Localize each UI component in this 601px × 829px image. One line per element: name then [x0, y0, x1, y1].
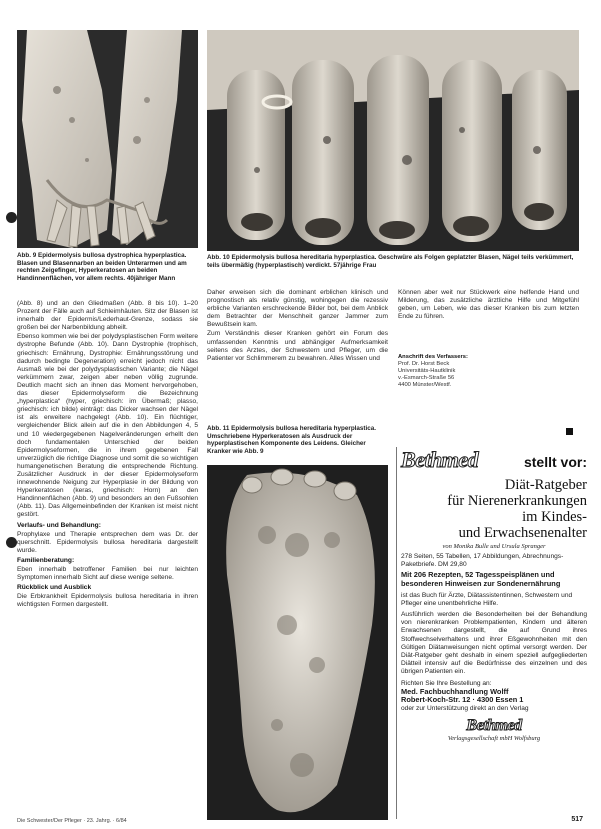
ad-order-outro: oder zur Unterstützung direkt an den Verlag: [401, 705, 529, 713]
right-text-column: [398, 289, 579, 347]
middle-paragraph: Zum Verständnis dieser Kranken gehört ein Forum des umfassenden Kenntnis und abhängiger Aufmerksamkeit seitens des Arztes, der Schwestern und Pfleger, um die Patienter vor Schlimmerem zu bewahren. Alles Wissen und: [207, 330, 388, 362]
photo-abb11-sole: [207, 465, 388, 820]
address-line: Prof. Dr. Horst Beck: [398, 361, 450, 367]
hands-photo-illustration: [17, 30, 198, 248]
left-paragraph: Ebenso kommen wie bei der polydysplastischen Form weitere dystrophe Befunde (Abb. 10). Dann Dystrophie (trophisch, griechisch: Ernährung, Dystrophie: Ernährungsstörung und dadurch bedingte Degeneration) erreicht jedoch nicht das Ausmaß wie bei der polydysplastischen Variante; die Nägel verkümmern zwar, zeigen aber neben völlig zugrunde. Deutlich macht sich an ihnen das Moment hervorgehoben, das dieser Epidermolyseform die Bezeichnung „hyperplastica“ (hyper, griechisch: im Übermaß; plasso, griechisch: ich bilde) einträgt: das Dicker wachsen der Nägel ist als erweitere nachgelegt (Abb. 10). Ein flüchtiger, vergleichender Blick allein auf die in den Abbildungen 4, 5 und 10 wiedergegebenen Nagelveränderungen erhellt den doch fundamentalen Unterschied der beiden Epidermolyseformen, die in ihrem gegebenen Fall unverzüglich die richtige Diagnose und somit die so wichtigen humangenetischen Beratung die entsprechende Richtung. Zusätzlicher Ausdruck in der dieser Epidermolyseform innewohnende Neigung zur Hyperplasie in der Bildung von Hyperkeratosen (keras, griechisch: Horn) an den Handinnenflächen (Abb. 9) und besonders an den Fußsohlen (Abb. 11). Das Allgemeinbefinden der Kranken ist meist nicht gestört.: [17, 333, 198, 519]
page-footer-source: Die Schwester/Der Pfleger · 23. Jahrg. · 6/84: [17, 818, 127, 824]
ad-title-line: und Erwachsenenalter: [458, 525, 587, 541]
ad-footer-tagline: Verlagsgesellschaft mbH Wolfsburg: [447, 735, 541, 743]
ad-title-line: für Nierenerkrankungen: [447, 493, 587, 509]
author-address: [398, 352, 579, 389]
punch-hole: [6, 212, 17, 223]
book-advertisement: [396, 447, 587, 819]
ad-title: [401, 477, 587, 541]
left-subheading: Verlaufs- und Behandlung:: [17, 521, 101, 529]
ad-brand-logo: Bethmed: [401, 447, 479, 472]
ad-title-line: Diät-Ratgeber: [504, 477, 587, 493]
middle-paragraph: Daher erweisen sich die dominant erblichen klinisch und prognostisch als relativ günstig, wohingegen die rezessiv erbliche Varianten erschreckende Bilder bot, bei dem Anblick dem Betrachter der Menschheit ganzer Jammer zum Bewußtsein kam.: [207, 289, 388, 329]
ad-specs: 278 Seiten, 55 Tabellen, 17 Abbildungen, Abrechnungs-Paketbriefe. DM 29,80: [401, 553, 564, 569]
left-subheading: Rückblick und Ausblick: [17, 584, 92, 592]
address-line: Universitäts-Hautklinik: [398, 368, 456, 374]
left-paragraph: Die Erbkrankheit Epidermolysis bullosa hereditaria in ihren wichtigsten Formen dargestellt.: [17, 593, 198, 609]
ad-stellt-vor: stellt vor:: [523, 454, 587, 470]
left-subheading: Familienberatung:: [17, 556, 75, 564]
ad-authors: von Monika Bulle und Ursula Spranger: [442, 543, 546, 550]
end-of-article-square: [566, 428, 573, 435]
middle-text-column: [207, 289, 388, 419]
left-paragraph: Prophylaxe und Therapie entsprechen dem was Dr. der querschnitt. Epidermolysis bullosa hereditaria dargestellt wurde.: [17, 530, 198, 554]
ad-order-intro: Richten Sie Ihre Bestellung an:: [401, 679, 492, 687]
left-text-column: [17, 300, 198, 820]
left-paragraph: Eben innerhalb betroffener Familien bei nur leichten Symptomen innerhalb Sicht auf diese wenige seltene.: [17, 566, 198, 582]
ad-paragraph: Ausführlich werden die Besonderheiten bei der Behandlung von nierenkranken Problempatienten, Kindern und älteren Erwachsenen dargestellt, die auf Grund ihres Stoffwechselverhaltens und ihrer Eßgewohnheiten mit den Gültigen Diätanweisungen nicht optimal versorgt werden. Der Diät-Ratgeber geht deshalb in einem speziell aufgegliederten Diätteil intensiv auf die Bedürfnisse des einzelnen und des übrigen Patienten ein.: [401, 611, 587, 676]
punch-hole: [6, 537, 17, 548]
ad-order-name: Med. Fachbuchhandlung Wolff: [401, 686, 509, 696]
address-line: 4400 Münster/Westf.: [398, 382, 452, 388]
ad-footer-logo: Bethmed: [466, 717, 522, 735]
fingers-photo-illustration: [207, 30, 579, 251]
caption-abb10: Abb. 10 Epidermolysis bullosa hereditaria hyperplastica. Geschwüre als Folgen geplatzter Blasen, Nägel teils verkümmert, teils übermäßig (hyperplastisch) verdickt. 57jährige Frau: [207, 254, 574, 269]
ad-paragraph: ist das Buch für Ärzte, Diätassistentinnen, Schwestern und Pfleger eine unentbehrliche Hilfe.: [401, 591, 573, 607]
right-paragraph: Können aber weit nur Stückwerk eine helfende Hand und Milderung, das zusätzliche ärztliche Hilfe und Mitgefühl geben, um Leben, wie das dieser Kranken bis zum letzten Ende zu führen.: [398, 289, 579, 321]
ad-order-address: Robert-Koch-Str. 12 · 4300 Essen 1: [401, 695, 524, 705]
ad-highlight: Mit 206 Rezepten, 52 Tagesspeisplänen und besonderen Hinweisen zur Sondenernährung: [401, 570, 561, 588]
left-paragraph: (Abb. 8) und an den Gliedmaßen (Abb. 8 bis 10). 1–20 Prozent der Fälle auch auf Schleimhäuten. Sitz der Blasen ist innerhalb der Epidermis/Lederhaut-Grenze, sodass sie großen bei der Narbenbildung abheilt.: [17, 300, 198, 332]
caption-abb11: Abb. 11 Epidermolysis bullosa hereditaria hyperplastica. Umschriebene Hyperkeratosen als Ausdruck der hyperplastischen Komponente des Leidens. Gleicher Kranker wie Abb. 9: [207, 425, 377, 455]
caption-abb9: Abb. 9 Epidermolysis bullosa dystrophica hyperplastica. Blasen und Blasennarben an beiden Unterarmen und am rechten Zeigefinger, Hyperkeratosen an beiden Handinnenflächen, vor allem rechts. 40jähriger Mann: [17, 252, 187, 282]
page-number: 517: [571, 816, 583, 823]
address-line: v.-Esmarch-Straße 56: [398, 375, 455, 381]
address-heading: Anschrift des Verfassers:: [398, 354, 468, 360]
photo-abb10-fingers: [207, 30, 579, 251]
sole-photo-illustration: [207, 465, 388, 820]
ad-title-line: im Kindes-: [522, 509, 587, 525]
photo-abb9-hands: [17, 30, 198, 248]
